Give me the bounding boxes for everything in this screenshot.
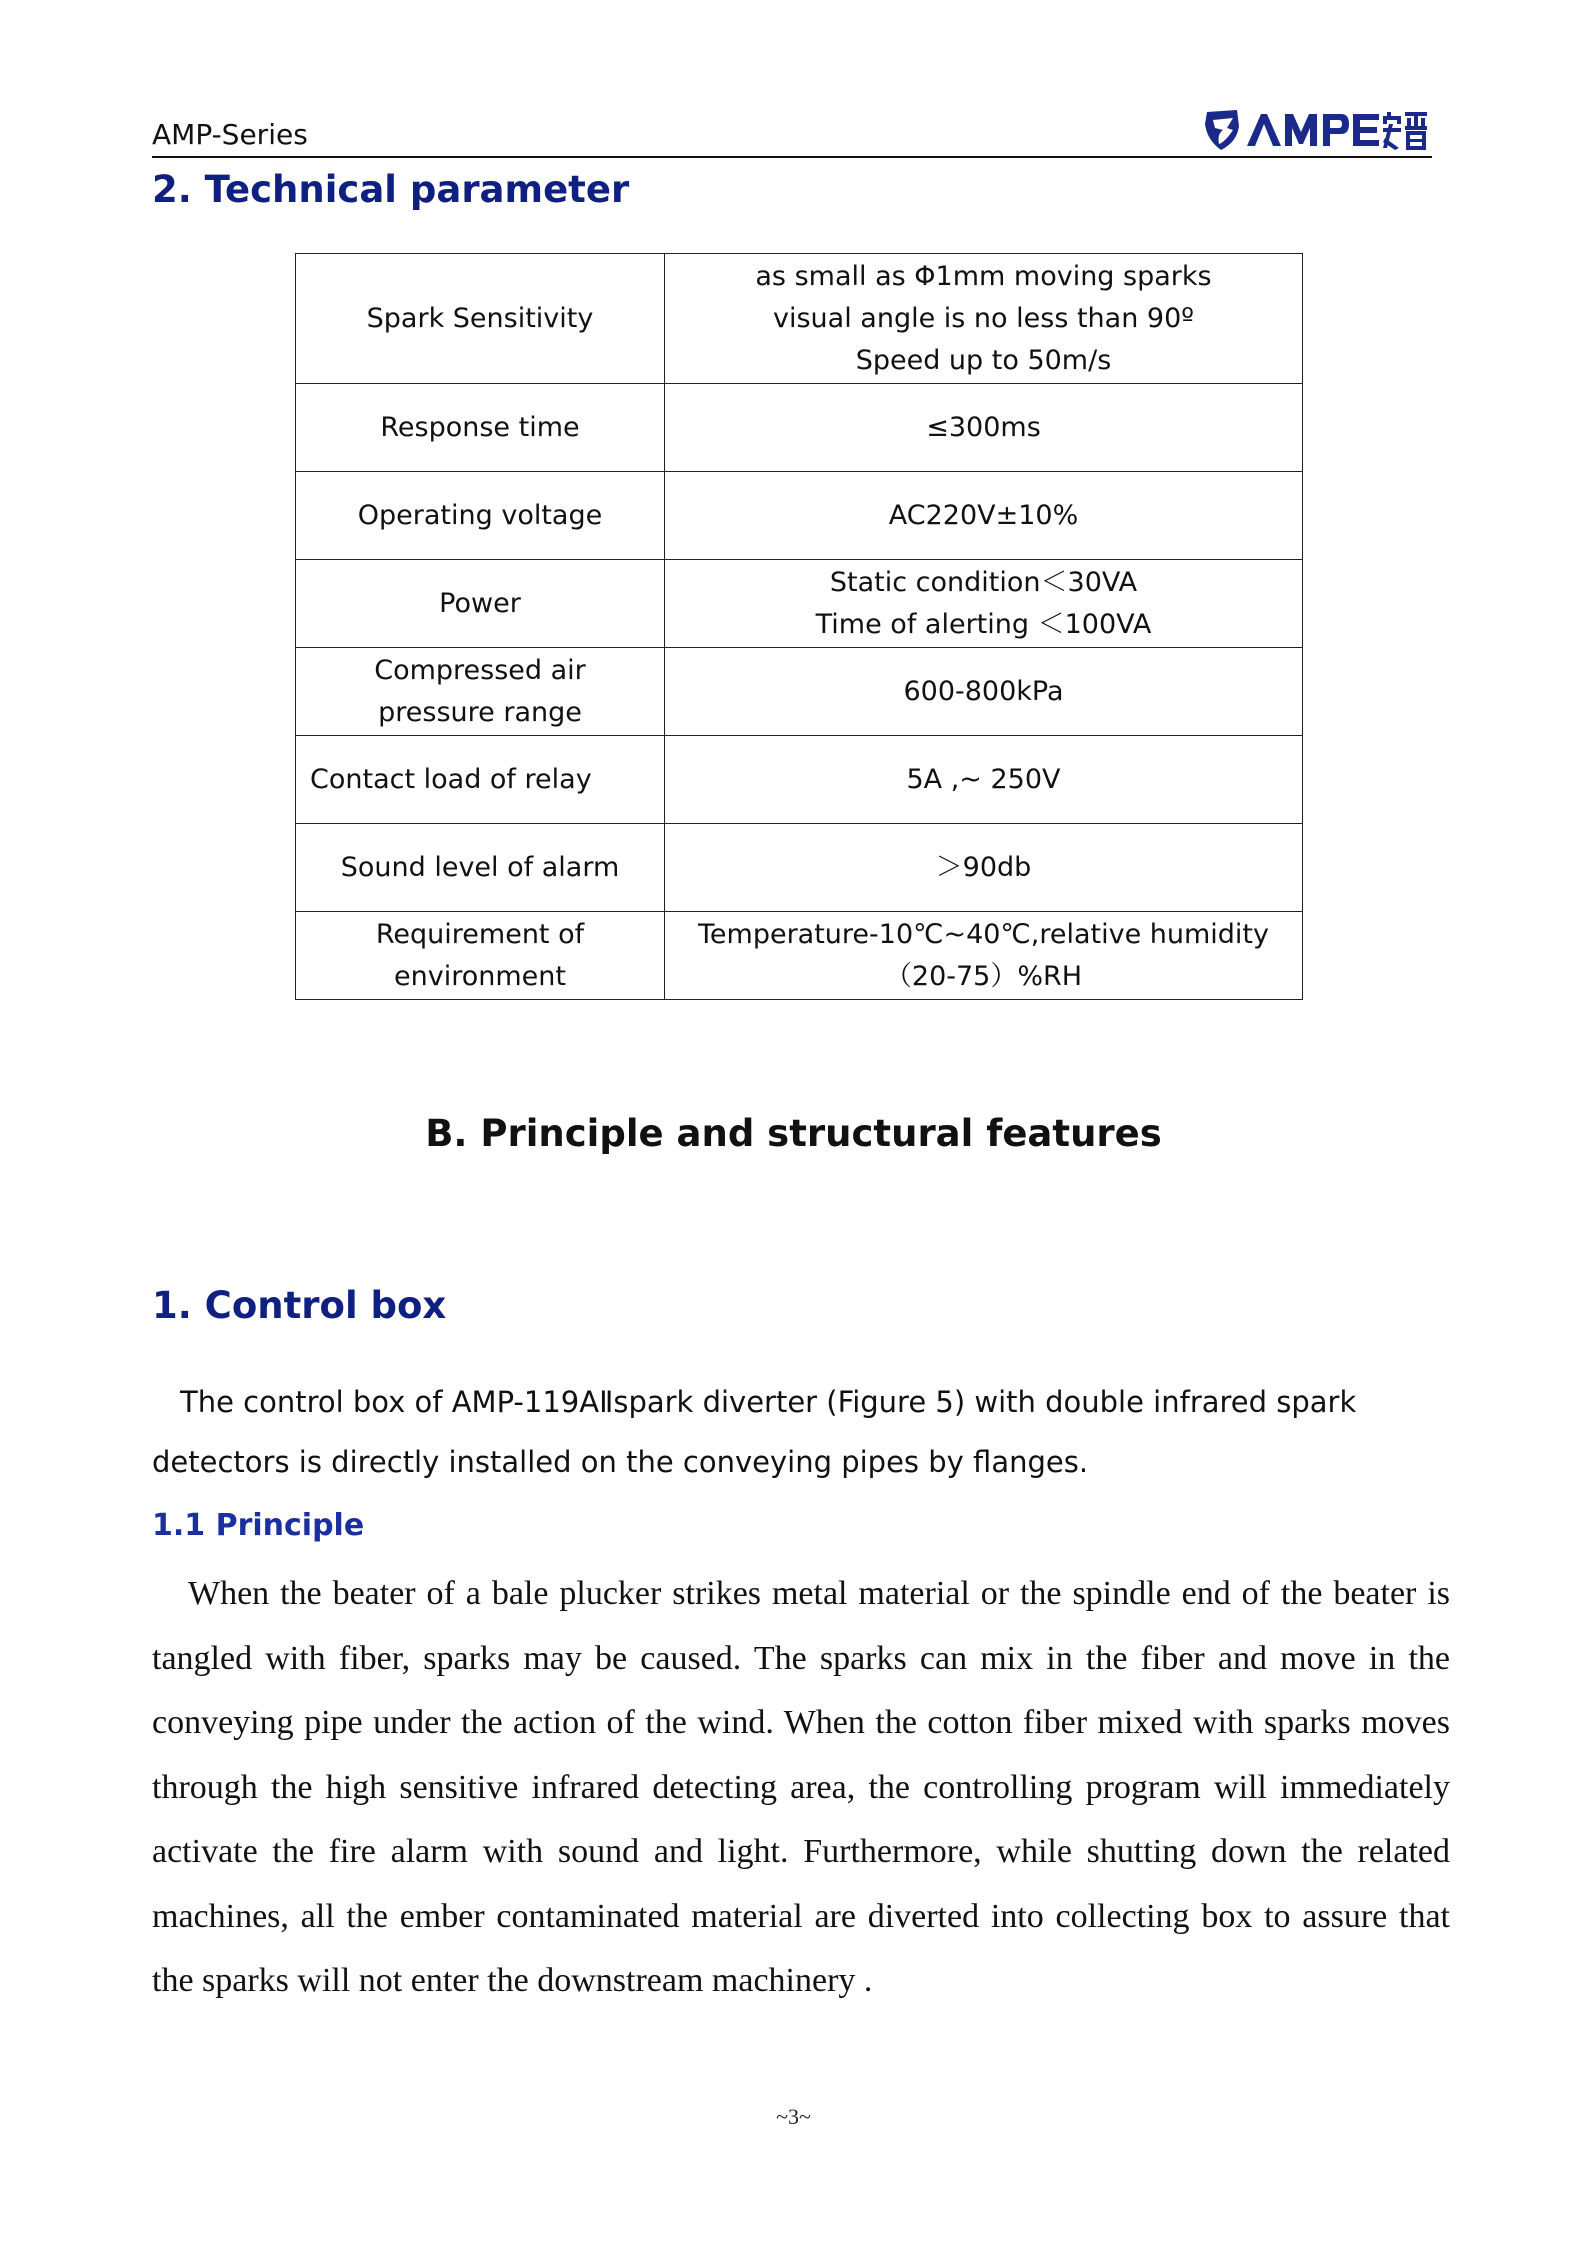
param-label-line: Compressed air: [374, 654, 586, 686]
param-label-line: environment: [394, 960, 566, 992]
param-label: [296, 648, 665, 736]
principle-paragraph: When the beater of a bale plucker strikes metal material or the spindle end of the beater is tangled with fiber, sparks may be caused. The sparks can mix in the fiber and move in the conveying pipe under the action of the wind. When the cotton fiber mixed with sparks moves through the high sensitive infrared detecting area, the controlling program will immediately activate the fire alarm with sound and light. Furthermore, while shutting down the related machines, all the ember contaminated material are diverted into collecting box to assure that the sparks will not enter the downstream machinery .: [152, 1575, 1450, 1999]
header-rule: [152, 156, 1432, 158]
table-row: [296, 560, 1303, 648]
param-label: [296, 912, 665, 1000]
param-label: Power: [296, 560, 665, 648]
section-title: 2. Technical parameter: [152, 168, 630, 211]
param-label-line: Requirement of: [375, 918, 585, 950]
param-value-line: （20-75）%RH: [884, 960, 1083, 992]
table-row: [296, 648, 1303, 736]
table-row: [296, 736, 1303, 824]
param-value-line: Static condition＜30VA: [829, 566, 1138, 598]
control-box-paragraph: The control box of AMP-119AⅡspark diverter (Figure 5) with double infrared spark detectors is directly installed on the conveying pipes by flanges.: [152, 1385, 1357, 1479]
param-value: [665, 912, 1303, 1000]
table-row: [296, 384, 1303, 472]
param-value-line: Speed up to 50m/s: [855, 344, 1112, 376]
param-label: Operating voltage: [296, 472, 665, 560]
table-row: [296, 912, 1303, 1000]
param-value: ≤300ms: [665, 384, 1303, 472]
param-label: Spark Sensitivity: [296, 254, 665, 384]
param-label: Contact load of relay: [296, 736, 665, 824]
control-box-title: 1. Control box: [152, 1284, 447, 1327]
principle-title: 1.1 Principle: [152, 1508, 365, 1543]
table-row: [296, 472, 1303, 560]
param-value: [665, 560, 1303, 648]
technical-parameter-table: [295, 253, 1303, 1000]
param-value-line: as small as Φ1mm moving sparks: [755, 260, 1212, 292]
table-row: [296, 254, 1303, 384]
param-value-line: Temperature-10℃~40℃,relative humidity: [698, 918, 1269, 950]
table-row: [296, 824, 1303, 912]
param-value: [665, 254, 1303, 384]
chapter-title: B. Principle and structural features: [425, 1112, 1162, 1155]
param-value: 600-800kPa: [665, 648, 1303, 736]
param-value-line: visual angle is no less than 90º: [773, 302, 1194, 334]
param-value: ＞90db: [665, 824, 1303, 912]
param-value: AC220V±10%: [665, 472, 1303, 560]
page-number: ~3~: [776, 2104, 811, 2129]
header-series: AMP-Series: [152, 118, 308, 151]
param-value: 5A ,~ 250V: [665, 736, 1303, 824]
param-label: Sound level of alarm: [296, 824, 665, 912]
param-value-line: Time of alerting ＜100VA: [815, 608, 1152, 640]
param-label: Response time: [296, 384, 665, 472]
param-label-line: pressure range: [378, 696, 582, 728]
ampe-logo: [1203, 106, 1429, 152]
